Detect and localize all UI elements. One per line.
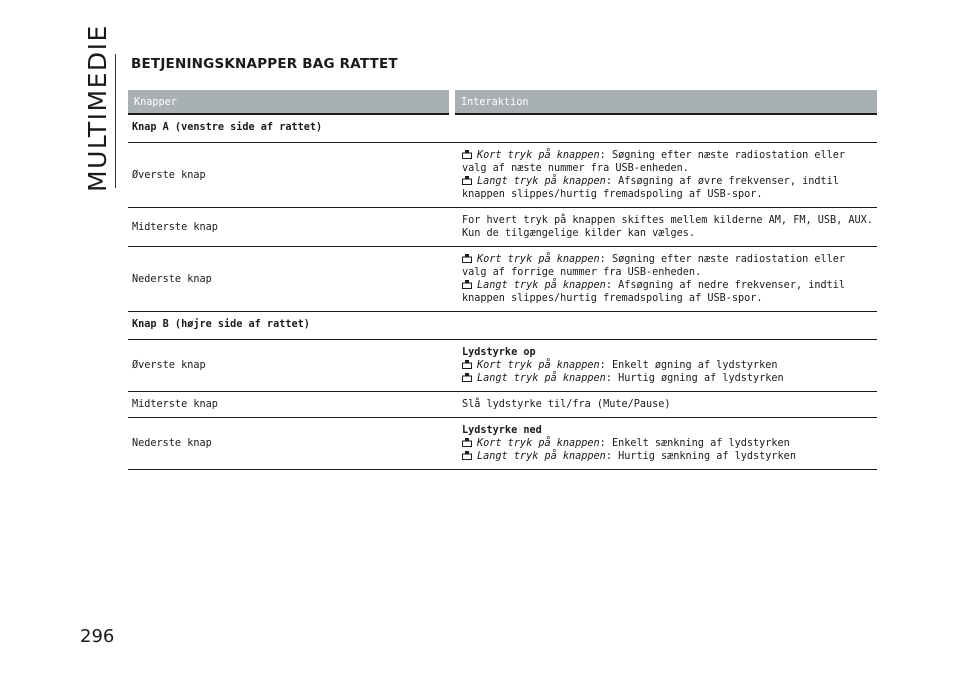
section-title: BETJENINGSKNAPPER BAG RATTET [131,56,398,72]
short-press-label: Kort tryk på knappen [477,150,600,161]
long-press-text: : Afsøgning af øvre frekvenser, indtil knappen slippes/hurtig fremadspoling af USB-spor. [462,176,839,200]
long-press-label: Langt tryk på knappen [477,280,606,291]
button-cell: Nederste knap [128,418,452,470]
short-press-text: : Enkelt sænkning af lydstyrken [599,438,790,449]
long-press-text: : Hurtig sænkning af lydstyrken [605,451,796,462]
long-press-label: Langt tryk på knappen [477,451,606,462]
short-press-text: : Søgning efter næste radiostation eller valg af næste nummer fra USB-enheden. [462,150,846,174]
long-press-icon [462,280,472,289]
controls-table [128,90,877,470]
group-row-a [128,114,877,143]
short-press-icon [462,150,472,159]
page-number: 296 [80,626,115,647]
interaction-heading: Lydstyrke ned [462,425,542,436]
short-press-text: : Søgning efter næste radiostation eller valg af forrige nummer fra USB-enheden. [462,254,846,278]
table-row [128,418,877,470]
interaction-cell [452,340,877,392]
long-press-icon [462,451,472,460]
long-press-label: Langt tryk på knappen [477,373,606,384]
interaction-cell: Slå lydstyrke til/fra (Mute/Pause) [452,392,877,418]
button-cell: Nederste knap [128,247,452,312]
chapter-title: MULTIMEDIE [83,24,112,192]
short-press-text: : Enkelt øgning af lydstyrken [599,360,778,371]
short-press-icon [462,254,472,263]
table-header-row [128,90,877,114]
long-press-icon [462,176,472,185]
button-cell: Øverste knap [128,340,452,392]
table-row [128,208,877,247]
group-label-a: Knap A (venstre side af rattet) [128,114,877,143]
interaction-line: Kun de tilgængelige kilder kan vælges. [462,228,696,239]
interaction-cell [452,143,877,208]
long-press-icon [462,373,472,382]
long-press-text: : Afsøgning af nedre frekvenser, indtil knappen slippes/hurtig fremadspoling af USB-spor. [462,280,846,304]
button-cell: Midterste knap [128,208,452,247]
table-row [128,392,877,418]
table-row [128,340,877,392]
group-label-b: Knap B (højre side af rattet) [128,312,877,340]
short-press-label: Kort tryk på knappen [477,254,600,265]
interaction-cell [452,247,877,312]
table-row [128,247,877,312]
button-cell: Øverste knap [128,143,452,208]
interaction-heading: Lydstyrke op [462,347,536,358]
button-cell: Midterste knap [128,392,452,418]
chapter-divider [115,54,116,188]
short-press-icon [462,438,472,447]
short-press-label: Kort tryk på knappen [477,360,600,371]
short-press-label: Kort tryk på knappen [477,438,600,449]
header-interaction: Interaktion [452,90,877,114]
interaction-cell [452,418,877,470]
interaction-line: For hvert tryk på knappen skiftes mellem kilderne AM, FM, USB, AUX. [462,215,873,226]
header-buttons: Knapper [128,90,452,114]
interaction-cell [452,208,877,247]
long-press-text: : Hurtig øgning af lydstyrken [605,373,784,384]
long-press-label: Langt tryk på knappen [477,176,606,187]
group-row-b [128,312,877,340]
table-row [128,143,877,208]
short-press-icon [462,360,472,369]
